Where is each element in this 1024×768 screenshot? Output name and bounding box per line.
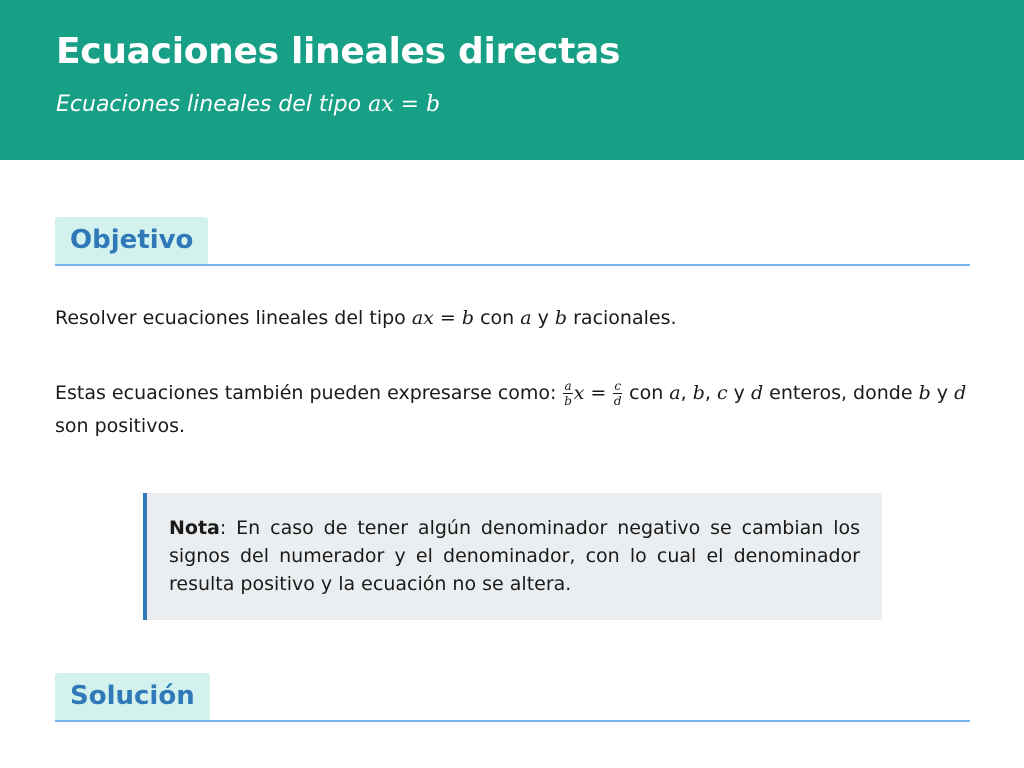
solution-heading: Solución <box>55 673 210 720</box>
note-text: : En caso de tener algún denominador negativo se cambian los signos del numerador y el denominador, con lo cual el denominador resulta positivo y la ecuación no se altera. <box>169 517 860 595</box>
p2-math-c: c <box>716 382 728 404</box>
subtitle-math-rhs: b <box>426 92 441 117</box>
fraction-a-over-b <box>563 380 572 407</box>
objective-heading: Objetivo <box>55 217 208 264</box>
p2-text-6: son positivos. <box>55 415 186 437</box>
p2-text-5: y <box>930 382 955 404</box>
p2-math-b: b <box>692 382 705 404</box>
p2-comma-1: , <box>680 382 693 404</box>
note-box <box>143 493 882 620</box>
p1-math-a: a <box>520 307 532 329</box>
fraction-denominator: d <box>613 394 622 408</box>
p1-text-3: y <box>531 307 555 329</box>
p1-math-ax: ax <box>411 307 434 329</box>
page-subtitle <box>56 90 968 120</box>
p2-math-x: x <box>573 382 585 404</box>
objective-paragraph-1 <box>55 302 970 335</box>
objective-section-header <box>55 214 970 266</box>
fraction-denominator: b <box>564 394 572 408</box>
p2-text-1: Estas ecuaciones también pueden expresarse como: <box>55 382 563 404</box>
p1-math-b2: b <box>554 307 568 329</box>
page-title: Ecuaciones lineales directas <box>56 31 621 72</box>
p1-math-eq: = <box>433 307 462 329</box>
p2-math-eq: = <box>584 382 613 404</box>
fraction-numerator: a <box>564 379 572 393</box>
page-header <box>0 0 1024 160</box>
p2-math-a: a <box>669 382 681 404</box>
subtitle-text: Ecuaciones lineales del tipo <box>56 92 369 117</box>
p2-math-d-2: d <box>954 382 967 404</box>
p1-text-1: Resolver ecuaciones lineales del tipo <box>55 307 412 329</box>
p2-math-b-2: b <box>918 382 931 404</box>
p1-text-4: racionales. <box>567 307 677 329</box>
subtitle-math-eq: = <box>393 92 427 117</box>
p2-text-2: con <box>623 382 670 404</box>
objective-paragraph-2 <box>55 377 970 443</box>
fraction-numerator: c <box>614 379 622 393</box>
subtitle-math-lhs: ax <box>368 92 394 117</box>
p1-text-2: con <box>474 307 521 329</box>
p2-text-3: y <box>727 382 751 404</box>
fraction-c-over-d <box>613 380 622 407</box>
note-label: Nota <box>169 517 220 539</box>
p2-comma-2: , <box>704 382 717 404</box>
p2-text-4: enteros, donde <box>763 382 919 404</box>
main-content <box>0 214 1024 722</box>
solution-section-header <box>55 670 970 722</box>
p1-math-b: b <box>461 307 475 329</box>
p2-math-d: d <box>750 382 764 404</box>
